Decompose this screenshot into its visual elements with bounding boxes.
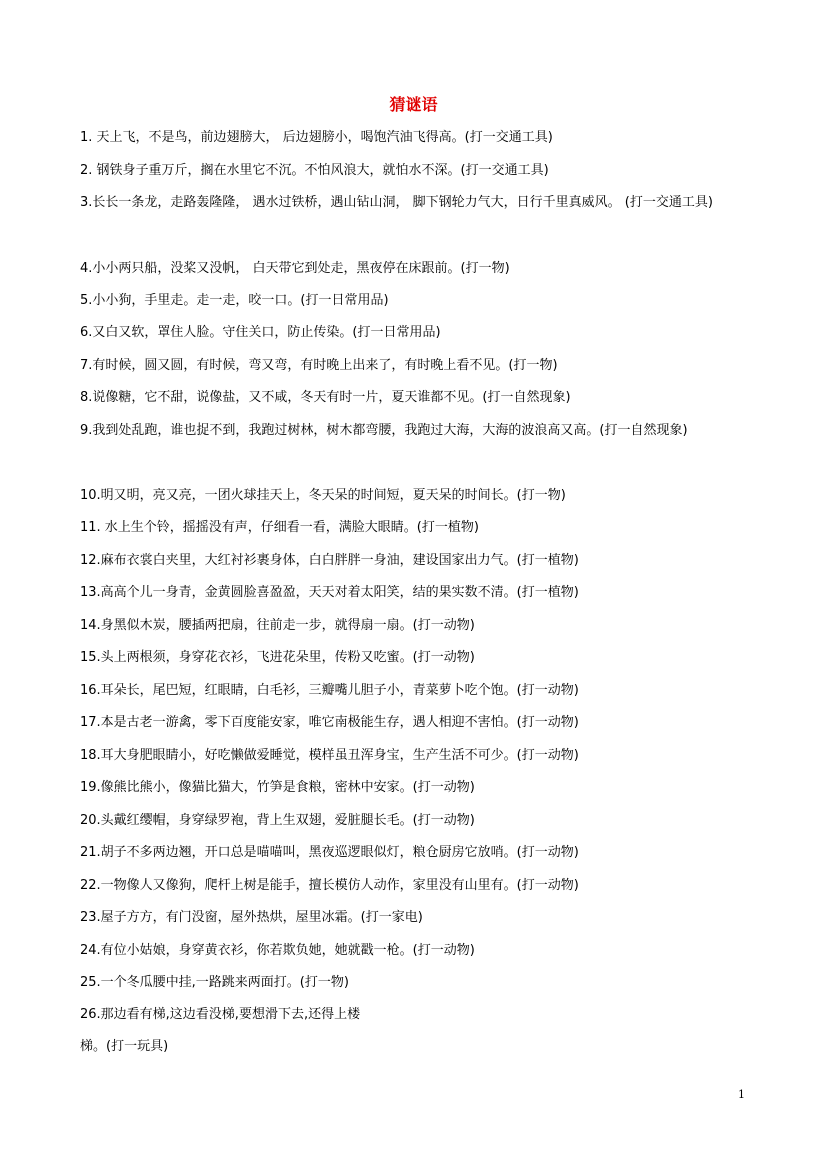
- riddle-21: 21.胡子不多两边翘，开口总是喵喵叫，黑夜巡逻眼似灯，粮仓厨房它放哨。(打一动物): [80, 845, 579, 860]
- riddle-4: 4.小小两只船，没桨又没帆， 白天带它到处走，黑夜停在床跟前。(打一物): [80, 261, 510, 276]
- riddle-26: 26.那边看有梯,这边看没梯,要想滑下去,还得上楼梯。(打一玩具): [80, 1007, 361, 1054]
- riddle-18: 18.耳大身肥眼睛小，好吃懒做爱睡觉，模样虽丑浑身宝，生产生活不可少。(打一动物): [80, 748, 579, 763]
- riddle-2: 2. 钢铁身子重万斤，搁在水里它不沉。不怕风浪大，就怕水不深。(打一交通工具): [80, 163, 549, 178]
- riddle-7: 7.有时候，圆又圆，有时候，弯又弯，有时晚上出来了，有时晚上看不见。(打一物): [80, 358, 558, 373]
- riddle-10: 10.明又明，亮又亮，一团火球挂天上，冬天呆的时间短，夏天呆的时间长。(打一物): [80, 488, 566, 503]
- riddle-5: 5.小小狗，手里走。走一走，咬一口。(打一日常用品): [80, 293, 389, 308]
- riddle-14: 14.身黑似木炭，腰插两把扇，往前走一步，就得扇一扇。(打一动物): [80, 618, 475, 633]
- riddle-9: 9.我到处乱跑，谁也捉不到，我跑过树林，树木都弯腰，我跑过大海，大海的波浪高又高。(打一自然现象): [80, 423, 688, 438]
- riddle-1: 1. 天上飞，不是鸟，前边翅膀大， 后边翅膀小，喝饱汽油飞得高。(打一交通工具): [80, 130, 553, 145]
- riddle-13: 13.高高个儿一身青，金黄圆脸喜盈盈，天天对着太阳笑，结的果实数不清。(打一植物): [80, 585, 579, 600]
- riddle-25: 25.一个冬瓜腰中挂,一路跳来两面打。(打一物): [80, 975, 349, 990]
- riddle-12: 12.麻布衣裳白夹里，大红衬衫裹身体，白白胖胖一身油，建设国家出力气。(打一植物): [80, 553, 579, 568]
- riddle-11: 11. 水上生个铃，摇摇没有声，仔细看一看，满脸大眼睛。(打一植物): [80, 520, 479, 535]
- riddle-19: 19.像熊比熊小，像猫比猫大，竹笋是食粮，密林中安家。(打一动物): [80, 780, 475, 795]
- riddle-20: 20.头戴红缨帽，身穿绿罗袍，背上生双翅，爱脏腿长毛。(打一动物): [80, 813, 475, 828]
- riddle-8: 8.说像糖，它不甜，说像盐，又不咸，冬天有时一片，夏天谁都不见。(打一自然现象): [80, 390, 571, 405]
- riddle-16: 16.耳朵长，尾巴短，红眼睛，白毛衫，三瓣嘴儿胆子小，青菜萝卜吃个饱。(打一动物): [80, 683, 579, 698]
- page-title: 猜谜语: [389, 95, 438, 114]
- riddle-23: 23.屋子方方，有门没窗，屋外热烘，屋里冰霜。(打一家电): [80, 910, 423, 925]
- riddle-6: 6.又白又软，罩住人脸。守住关口，防止传染。(打一日常用品): [80, 325, 441, 340]
- riddle-24: 24.有位小姑娘，身穿黄衣衫，你若欺负她，她就戳一枪。(打一动物): [80, 943, 475, 958]
- riddle-17: 17.本是古老一游禽，零下百度能安家，唯它南极能生存，遇人相迎不害怕。(打一动物): [80, 715, 579, 730]
- riddle-22: 22.一物像人又像狗，爬杆上树是能手，擅长模仿人动作，家里没有山里有。(打一动物): [80, 878, 579, 893]
- riddle-15: 15.头上两根须，身穿花衣衫，飞进花朵里，传粉又吃蜜。(打一动物): [80, 650, 475, 665]
- page-number: 1: [738, 1088, 745, 1101]
- riddle-3: 3.长长一条龙，走路轰隆隆， 遇水过铁桥，遇山钻山洞， 脚下钢轮力气大，日行千里真威风。 (打一交通工具): [80, 195, 713, 210]
